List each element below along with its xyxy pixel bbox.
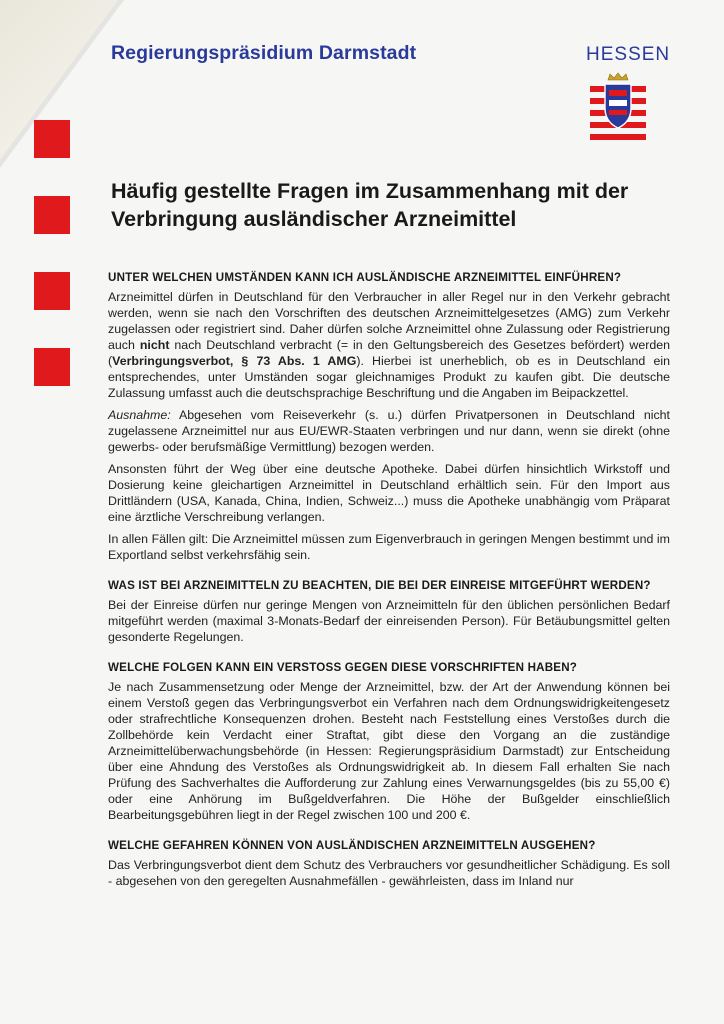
paragraph: In allen Fällen gilt: Die Arzneimittel müssen zum Eigenverbrauch in geringen Mengen bestimmt und im Exportland selbst verkehrsfähig sein. bbox=[108, 532, 670, 562]
state-label: HESSEN bbox=[586, 44, 671, 65]
section-heading: WELCHE GEFAHREN KÖNNEN VON AUSLÄNDISCHEN ARZNEIMITTELN AUSGEHEN? bbox=[108, 839, 596, 852]
hessen-coat-of-arms-icon bbox=[590, 72, 646, 148]
paragraph bbox=[108, 289, 670, 401]
paragraph: Je nach Zusammensetzung oder Menge der Arzneimittel, bzw. der Art der Anwendung können bei einem Verstoß gegen das Verbringungsverbot ein Verfahren nach dem Ordnungswidrigkeitengesetz oder strafrechtliche Konsequenzen drohen. Besteht nach Feststellung eines Verstoßes durch die Zollbehörde kein Verdacht einer Straftat, gibt diese den Vorgang an die zuständige Arzneimittelüberwachungsbehörde (in Hessen: Regierungspräsidium Darmstadt) zur Entscheidung über eine Ahndung des Verstoßes als Ordnungswidrigkeit ab. In diesem Fall erhalten Sie nach Prüfung des Sachverhaltes die Aufforderung zur Zahlung eines Verwarnungsgeldes (bis zu 55,00 €) oder eine Anhörung im Bußgeldverfahren. Die Höhe der Bußgelder einschließlich Bearbeitungsgebühren liegt in der Regel zwischen 100 und 200 €. bbox=[108, 680, 670, 822]
paragraph: Ansonsten führt der Weg über eine deutsche Apotheke. Dabei dürfen hinsichtlich Wirkstoff und Dosierung keine gleichartigen Arzneimittel in Deutschland erhältlich sein. Für den Import aus Drittländern (USA, Kanada, China, Indien, Schweiz...) muss die Apotheke unabhängig vom Präparat eine ärztliche Verschreibung verlangen. bbox=[108, 462, 670, 524]
margin-red-mark bbox=[34, 120, 70, 158]
section-heading: UNTER WELCHEN UMSTÄNDEN KANN ICH AUSLÄNDISCHE ARZNEIMITTEL EINFÜHREN? bbox=[108, 271, 622, 284]
text-run: nach Deutschland verbracht (= in den Geltungsbereich des Gesetzes befördert) werden ( bbox=[108, 338, 671, 368]
text-run: Arzneimittel dürfen in Deutschland für den Verbraucher in aller Regel nur in den Verkehr gebracht werden, wenn sie nach den Vorschriften des deutschen Arzneimittelgesetzes (AMG) zum Verkehr zugelassen oder registriert sind. Daher dürfen solche Arzneimittel ohne Zulassung oder Registrierung auch bbox=[108, 290, 670, 352]
margin-red-mark bbox=[34, 196, 70, 234]
paragraph bbox=[108, 407, 670, 455]
section-heading: WELCHE FOLGEN KANN EIN VERSTOSS GEGEN DIESE VORSCHRIFTEN HABEN? bbox=[108, 661, 578, 674]
agency-name: Regierungspräsidium Darmstadt bbox=[111, 42, 417, 64]
section-heading: WAS IST BEI ARZNEIMITTELN ZU BEACHTEN, DIE BEI DER EINREISE MITGEFÜHRT WERDEN? bbox=[108, 579, 651, 592]
text-run: ). Hierbei ist unerheblich, ob es in Deutschland ein entsprechendes, unter Umständen sogar gleichnamiges Produkt zu kaufen gibt. Die deutsche Zulassung umfasst auch die deutschsprachige Beschriftung und die Angaben im Beipackzettel. bbox=[108, 354, 670, 400]
title-line: Verbringung ausländischer Arzneimittel bbox=[111, 207, 517, 231]
paragraph: Bei der Einreise dürfen nur geringe Mengen von Arzneimitteln für den üblichen persönlichen Bedarf mitgeführt werden (maximal 3-Monats-Bedarf der einreisenden Person). Für Betäubungsmittel gelten gesonderte Regelungen. bbox=[108, 598, 670, 644]
paragraph: Das Verbringungsverbot dient dem Schutz des Verbrauchers vor gesundheitlicher Schädigung. Es soll - abgesehen von den geregelten Ausnahmefällen - gewährleisten, dass im Inland nur bbox=[108, 858, 670, 888]
emphasis-text: Verbringungsverbot, § 73 Abs. 1 AMG bbox=[112, 354, 357, 368]
text-run: Abgesehen vom Reiseverkehr (s. u.) dürfen Privatpersonen in Deutschland nicht zugelassene Arzneimittel nur aus EU/EWR-Staaten verbringen und nur dann, wenn sie direkt (ohne gewerbs- oder berufsmäßige Vermittlung) bezogen werden. bbox=[108, 408, 670, 454]
exception-label: Ausnahme: bbox=[108, 408, 171, 422]
margin-red-mark bbox=[34, 348, 70, 386]
page-title bbox=[111, 177, 691, 233]
emphasis-text: nicht bbox=[139, 338, 170, 352]
margin-red-mark bbox=[34, 272, 70, 310]
document-body bbox=[108, 270, 670, 895]
title-line: Häufig gestellte Fragen im Zusammenhang mit der bbox=[111, 179, 629, 203]
